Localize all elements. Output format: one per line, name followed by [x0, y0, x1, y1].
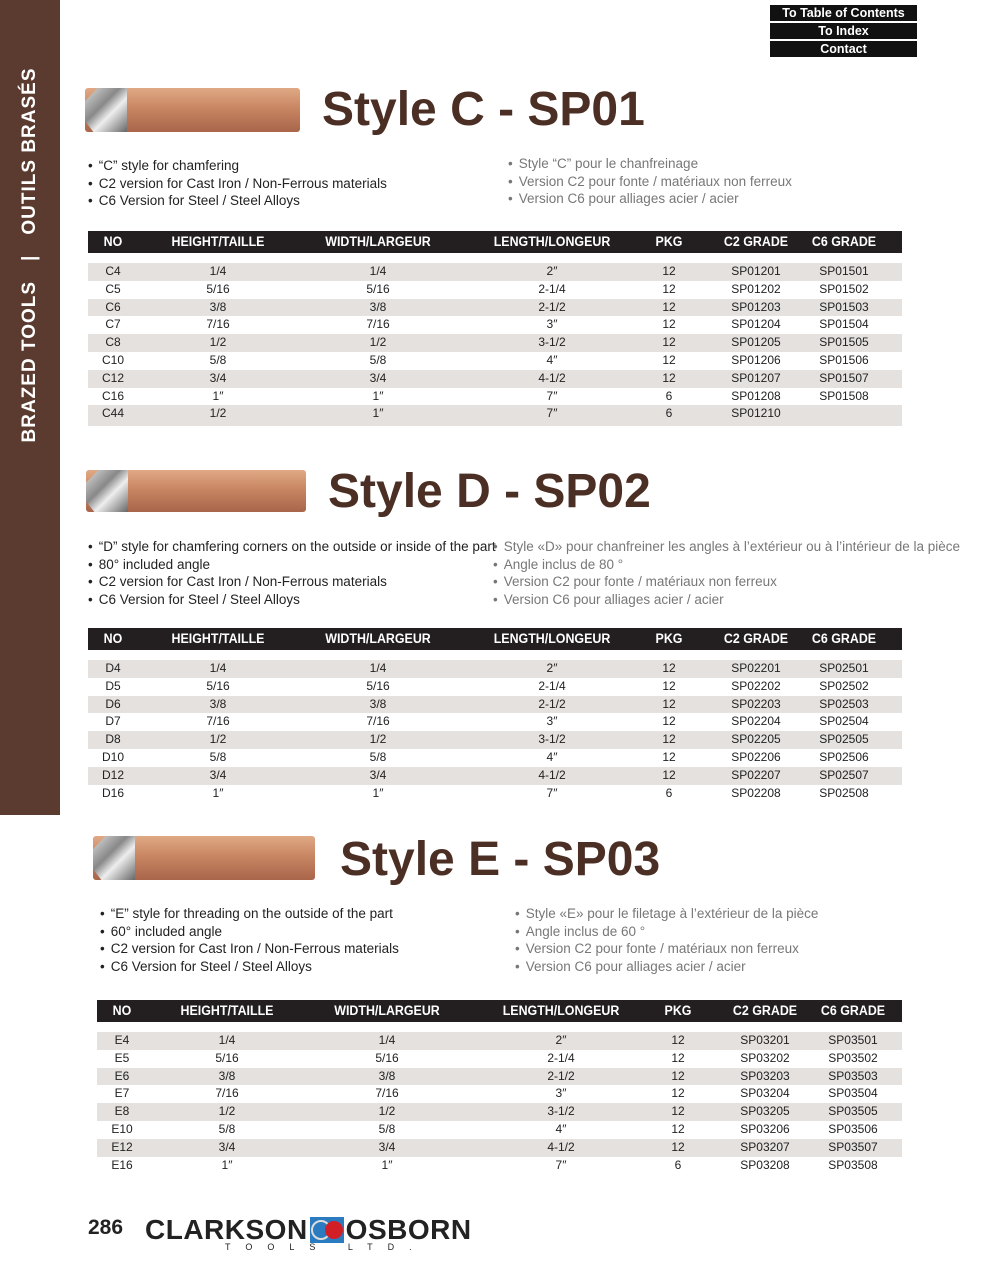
cell-c6-grade: SP01504: [819, 317, 869, 332]
table-of-contents-link[interactable]: To Table of Contents: [770, 5, 917, 21]
cell-height: 1/2: [209, 406, 227, 421]
table-row: [88, 334, 902, 352]
table-row: [88, 660, 902, 678]
cell-height: 1″: [221, 1157, 233, 1172]
table-row: [97, 1068, 902, 1086]
contact-link[interactable]: Contact: [770, 41, 917, 57]
table-row: [88, 263, 902, 281]
table-row: [97, 1032, 902, 1050]
cell-length: 4-1/2: [538, 370, 566, 385]
header-height: HEIGHT/TAILLE: [171, 234, 265, 249]
cell-c2-grade: SP03202: [740, 1050, 790, 1065]
table-row: [88, 678, 902, 696]
cell-length: 2-1/2: [547, 1068, 575, 1083]
cell-c6-grade: SP02506: [819, 749, 869, 764]
cell-no: D12: [101, 767, 124, 782]
cell-height: 5/8: [209, 352, 227, 367]
cell-width: 5/8: [378, 1121, 396, 1136]
bullet-item: • Angle inclus de 80 °: [493, 556, 960, 574]
cell-pkg: 6: [674, 1157, 682, 1172]
cell-height: 3/4: [218, 1139, 236, 1154]
table-header: [88, 231, 902, 253]
cell-pkg: 6: [665, 406, 673, 421]
bullet-item: • Version C6 pour alliages acier / acier: [508, 190, 792, 208]
nav-links: [770, 5, 917, 59]
cell-c6-grade: SP01507: [819, 370, 869, 385]
cell-no: E5: [114, 1050, 130, 1065]
logo-mark-icon: [310, 1217, 344, 1243]
cell-height: 1/2: [209, 732, 227, 747]
cell-length: 4-1/2: [538, 767, 566, 782]
cell-c6-grade: SP03505: [828, 1104, 878, 1119]
header-pkg: PKG: [655, 631, 683, 646]
cell-pkg: 12: [662, 767, 676, 782]
brand-subtitle: TOOLS LTD.: [225, 1242, 427, 1252]
bullet-item: • Version C2 pour fonte / matériaux non ferreux: [508, 173, 792, 191]
section-title-e: Style E - SP03: [340, 833, 661, 886]
cell-c2-grade: SP03201: [740, 1033, 790, 1047]
header-length: LENGTH/LONGEUR: [493, 631, 611, 646]
cell-c2-grade: SP01202: [731, 281, 781, 296]
cell-c6-grade: SP02504: [819, 714, 869, 729]
table-header: [88, 628, 902, 650]
cell-height: 5/8: [209, 749, 227, 764]
cell-length: 2″: [546, 264, 558, 278]
cell-c2-grade: SP03207: [740, 1139, 790, 1154]
cell-width: 1″: [381, 1157, 393, 1172]
cell-length: 3″: [546, 714, 558, 729]
table-row: [88, 281, 902, 299]
cell-width: 3/4: [369, 370, 387, 385]
cell-c6-grade: SP02505: [819, 732, 869, 747]
cell-width: 3/4: [378, 1139, 396, 1154]
cell-length: 2″: [555, 1033, 567, 1047]
cell-pkg: 12: [671, 1086, 685, 1101]
cell-no: C5: [105, 281, 121, 296]
table-row: [88, 299, 902, 317]
bullet-item: • Version C2 pour fonte / matériaux non ferreux: [515, 940, 818, 958]
cell-c2-grade: SP02205: [731, 732, 781, 747]
cell-width: 1/2: [369, 335, 387, 350]
table-row: [88, 696, 902, 714]
cell-height: 7/16: [206, 714, 230, 729]
header-height: HEIGHT/TAILLE: [180, 1003, 274, 1018]
cell-pkg: 12: [662, 264, 676, 278]
cell-c6-grade: SP01501: [819, 264, 869, 278]
cell-height: 1/4: [209, 264, 227, 278]
cell-c6-grade: SP02502: [819, 678, 869, 693]
table-row: [97, 1121, 902, 1139]
tool-image-c: [85, 88, 300, 132]
spec-table-d: [88, 628, 902, 802]
cell-no: D4: [105, 661, 121, 675]
cell-length: 4″: [546, 749, 558, 764]
cell-pkg: 12: [662, 335, 676, 350]
bullet-item: • “C” style for chamfering: [88, 157, 387, 175]
bullets-en: [100, 905, 399, 976]
cell-no: E6: [114, 1068, 130, 1083]
section-title-d: Style D - SP02: [328, 465, 651, 518]
separator: |: [19, 254, 40, 261]
table-row: [88, 749, 902, 767]
cell-pkg: 12: [662, 661, 676, 675]
spec-table-c: [88, 231, 902, 426]
cell-height: 1″: [212, 785, 224, 800]
cell-c6-grade: SP01506: [819, 352, 869, 367]
cell-no: E4: [114, 1033, 130, 1047]
cell-pkg: 12: [671, 1104, 685, 1119]
cell-pkg: 12: [662, 352, 676, 367]
bullet-item: • C2 version for Cast Iron / Non-Ferrous materials: [88, 175, 387, 193]
cell-pkg: 12: [662, 749, 676, 764]
tool-image-d: [86, 470, 306, 512]
cell-width: 5/16: [375, 1050, 399, 1065]
cell-length: 2-1/2: [538, 696, 566, 711]
cell-c2-grade: SP01210: [731, 406, 781, 421]
cell-pkg: 12: [671, 1121, 685, 1136]
cell-pkg: 6: [665, 785, 673, 800]
cell-c6-grade: SP01508: [819, 388, 869, 403]
table-row: [88, 785, 902, 803]
table-row: [88, 316, 902, 334]
section-label: [19, 58, 41, 453]
cell-pkg: 12: [662, 714, 676, 729]
bullet-item: • Style «E» pour le filetage à l’extérieur de la pièce: [515, 905, 818, 923]
cell-length: 4″: [555, 1121, 567, 1136]
cell-pkg: 12: [662, 696, 676, 711]
header-no: NO: [103, 631, 123, 646]
cell-c2-grade: SP01205: [731, 335, 781, 350]
cell-c6-grade: SP02508: [819, 785, 869, 800]
cell-c6-grade: SP03503: [828, 1068, 878, 1083]
cell-c2-grade: SP01208: [731, 388, 781, 403]
bullets-fr: [493, 538, 960, 609]
table-row: [97, 1085, 902, 1103]
brand-left: CLARKSON: [145, 1214, 308, 1245]
cell-c2-grade: SP02202: [731, 678, 781, 693]
cell-width: 3/8: [378, 1068, 396, 1083]
cell-no: E8: [114, 1104, 130, 1119]
cell-c2-grade: SP01204: [731, 317, 781, 332]
header-c2-grade: C2 GRADE: [723, 631, 789, 646]
header-pkg: PKG: [664, 1003, 692, 1018]
section-label-en: BRAZED TOOLS: [19, 280, 40, 443]
cell-height: 5/16: [206, 678, 230, 693]
bullet-item: • 80° included angle: [88, 556, 496, 574]
cell-height: 7/16: [206, 317, 230, 332]
cell-height: 3/8: [209, 696, 227, 711]
header-c6-grade: C6 GRADE: [811, 631, 877, 646]
bullet-item: • Style “C” pour le chanfreinage: [508, 155, 792, 173]
header-c6-grade: C6 GRADE: [820, 1003, 886, 1018]
cell-length: 2-1/4: [547, 1050, 575, 1065]
cell-length: 2″: [546, 661, 558, 675]
header-height: HEIGHT/TAILLE: [171, 631, 265, 646]
cell-no: C10: [101, 352, 124, 367]
cell-no: D6: [105, 696, 121, 711]
cell-height: 5/16: [215, 1050, 239, 1065]
index-link[interactable]: To Index: [770, 23, 917, 39]
cell-no: D8: [105, 732, 121, 747]
cell-no: D16: [101, 785, 124, 800]
cell-c2-grade: SP03204: [740, 1086, 790, 1101]
cell-no: C8: [105, 335, 121, 350]
bullet-item: • Version C6 pour alliages acier / acier: [515, 958, 818, 976]
cell-width: 1/2: [369, 732, 387, 747]
cell-length: 2-1/2: [538, 299, 566, 314]
cell-pkg: 12: [671, 1050, 685, 1065]
cell-height: 1″: [212, 388, 224, 403]
cell-no: C16: [101, 388, 124, 403]
cell-length: 2-1/4: [538, 678, 566, 693]
cell-length: 4-1/2: [547, 1139, 575, 1154]
cell-pkg: 12: [662, 370, 676, 385]
cell-width: 1/4: [369, 661, 387, 675]
cell-width: 3/8: [369, 299, 387, 314]
bullet-item: • C6 Version for Steel / Steel Alloys: [100, 958, 399, 976]
table-row: [88, 731, 902, 749]
cell-width: 1/2: [378, 1104, 396, 1119]
cell-c2-grade: SP03206: [740, 1121, 790, 1136]
cell-c2-grade: SP03203: [740, 1068, 790, 1083]
cell-no: C44: [101, 406, 124, 421]
cell-width: 1/4: [369, 264, 387, 278]
cell-no: C6: [105, 299, 121, 314]
cell-length: 7″: [546, 388, 558, 403]
cell-length: 3-1/2: [538, 732, 566, 747]
bullet-item: • Style «D» pour chanfreiner les angles à l’extérieur ou à l’intérieur de la pièce: [493, 538, 960, 556]
cell-height: 3/4: [209, 370, 227, 385]
cell-no: E10: [111, 1121, 133, 1136]
header-c2-grade: C2 GRADE: [723, 234, 789, 249]
cell-length: 3″: [546, 317, 558, 332]
bullet-item: • C6 Version for Steel / Steel Alloys: [88, 192, 387, 210]
table-row: [97, 1103, 902, 1121]
cell-c2-grade: SP02204: [731, 714, 781, 729]
cell-pkg: 12: [662, 732, 676, 747]
cell-width: 3/4: [369, 767, 387, 782]
header-no: NO: [112, 1003, 132, 1018]
cell-c6-grade: SP01502: [819, 281, 869, 296]
table-row: [88, 405, 902, 426]
cell-length: 3-1/2: [538, 335, 566, 350]
bullet-item: • Version C6 pour alliages acier / acier: [493, 591, 960, 609]
cell-height: 5/16: [206, 281, 230, 296]
cell-c6-grade: SP03508: [828, 1157, 878, 1172]
cell-c6-grade: SP03504: [828, 1086, 878, 1101]
cell-pkg: 12: [662, 281, 676, 296]
cell-length: 3″: [555, 1086, 567, 1101]
cell-c2-grade: SP01207: [731, 370, 781, 385]
table-header: [97, 1000, 902, 1022]
cell-c2-grade: SP02206: [731, 749, 781, 764]
header-c2-grade: C2 GRADE: [732, 1003, 798, 1018]
cell-no: D5: [105, 678, 121, 693]
header-width: WIDTH/LARGEUR: [325, 631, 431, 646]
header-c6-grade: C6 GRADE: [811, 234, 877, 249]
cell-height: 1/4: [209, 661, 227, 675]
cell-c2-grade: SP02203: [731, 696, 781, 711]
header-no: NO: [103, 234, 123, 249]
table-row: [88, 352, 902, 370]
cell-width: 7/16: [366, 317, 390, 332]
cell-pkg: 12: [662, 678, 676, 693]
cell-no: C7: [105, 317, 121, 332]
cell-length: 4″: [546, 352, 558, 367]
table-row: [88, 767, 902, 785]
cell-pkg: 12: [671, 1068, 685, 1083]
header-length: LENGTH/LONGEUR: [502, 1003, 620, 1018]
cell-length: 3-1/2: [547, 1104, 575, 1119]
cell-pkg: 12: [662, 299, 676, 314]
cell-height: 3/8: [218, 1068, 236, 1083]
cell-pkg: 12: [671, 1139, 685, 1154]
cell-width: 1/4: [378, 1033, 396, 1047]
bullet-item: • C2 version for Cast Iron / Non-Ferrous materials: [100, 940, 399, 958]
table-row: [97, 1139, 902, 1157]
cell-c6-grade: SP01505: [819, 335, 869, 350]
bullet-item: • “E” style for threading on the outside of the part: [100, 905, 399, 923]
cell-c2-grade: SP01206: [731, 352, 781, 367]
bullet-item: • C2 version for Cast Iron / Non-Ferrous materials: [88, 573, 496, 591]
cell-c2-grade: SP02208: [731, 785, 781, 800]
cell-no: C12: [101, 370, 124, 385]
cell-c6-grade: SP02507: [819, 767, 869, 782]
cell-width: 1″: [372, 406, 384, 421]
header-length: LENGTH/LONGEUR: [493, 234, 611, 249]
tool-image-e: [93, 836, 315, 880]
cell-c6-grade: SP02503: [819, 696, 869, 711]
cell-height: 1/2: [209, 335, 227, 350]
cell-c6-grade: SP01503: [819, 299, 869, 314]
header-width: WIDTH/LARGEUR: [334, 1003, 440, 1018]
bullet-item: • Angle inclus de 60 °: [515, 923, 818, 941]
page-number: 286: [88, 1216, 124, 1239]
cell-no: C4: [105, 264, 121, 278]
cell-height: 5/8: [218, 1121, 236, 1136]
bullet-item: • “D” style for chamfering corners on the outside or inside of the part: [88, 538, 496, 556]
cell-no: E7: [114, 1086, 130, 1101]
table-row: [88, 370, 902, 388]
cell-no: E16: [111, 1157, 133, 1172]
cell-c6-grade: SP03507: [828, 1139, 878, 1154]
cell-c2-grade: SP02201: [731, 661, 781, 675]
bullet-item: • C6 Version for Steel / Steel Alloys: [88, 591, 496, 609]
bullets-fr: [515, 905, 818, 976]
bullets-en: [88, 157, 387, 210]
bullet-item: • Version C2 pour fonte / matériaux non ferreux: [493, 573, 960, 591]
bullets-fr: [508, 155, 792, 208]
table-row: [97, 1157, 902, 1175]
cell-width: 7/16: [375, 1086, 399, 1101]
cell-c6-grade: SP02501: [819, 661, 869, 675]
cell-width: 3/8: [369, 696, 387, 711]
cell-c6-grade: SP03506: [828, 1121, 878, 1136]
cell-width: 5/8: [369, 352, 387, 367]
cell-width: 5/16: [366, 281, 390, 296]
cell-height: 1/2: [218, 1104, 236, 1119]
cell-length: 2-1/4: [538, 281, 566, 296]
cell-length: 7″: [546, 785, 558, 800]
cell-length: 7″: [546, 406, 558, 421]
cell-width: 1″: [372, 388, 384, 403]
cell-no: D10: [101, 749, 124, 764]
cell-no: E12: [111, 1139, 133, 1154]
cell-pkg: 12: [671, 1033, 685, 1047]
cell-c2-grade: SP03208: [740, 1157, 790, 1172]
brand-right: OSBORN: [345, 1214, 472, 1245]
cell-length: 7″: [555, 1157, 567, 1172]
cell-no: D7: [105, 714, 121, 729]
cell-c2-grade: SP03205: [740, 1104, 790, 1119]
cell-c2-grade: SP01203: [731, 299, 781, 314]
cell-pkg: 12: [662, 317, 676, 332]
cell-width: 5/8: [369, 749, 387, 764]
header-width: WIDTH/LARGEUR: [325, 234, 431, 249]
cell-height: 3/4: [209, 767, 227, 782]
table-row: [88, 388, 902, 406]
spec-table-e: [97, 1000, 902, 1174]
cell-width: 5/16: [366, 678, 390, 693]
cell-c6-grade: SP03502: [828, 1050, 878, 1065]
cell-height: 7/16: [215, 1086, 239, 1101]
cell-height: 3/8: [209, 299, 227, 314]
cell-c2-grade: SP02207: [731, 767, 781, 782]
section-label-fr: OUTILS BRASÉS: [19, 67, 40, 235]
cell-pkg: 6: [665, 388, 673, 403]
bullets-en: [88, 538, 496, 609]
bullet-item: • 60° included angle: [100, 923, 399, 941]
section-title-c: Style C - SP01: [322, 83, 645, 136]
cell-width: 1″: [372, 785, 384, 800]
cell-c2-grade: SP01201: [731, 264, 781, 278]
cell-width: 7/16: [366, 714, 390, 729]
header-pkg: PKG: [655, 234, 683, 249]
table-row: [97, 1050, 902, 1068]
cell-height: 1/4: [218, 1033, 236, 1047]
table-row: [88, 713, 902, 731]
cell-c6-grade: SP03501: [828, 1033, 878, 1047]
